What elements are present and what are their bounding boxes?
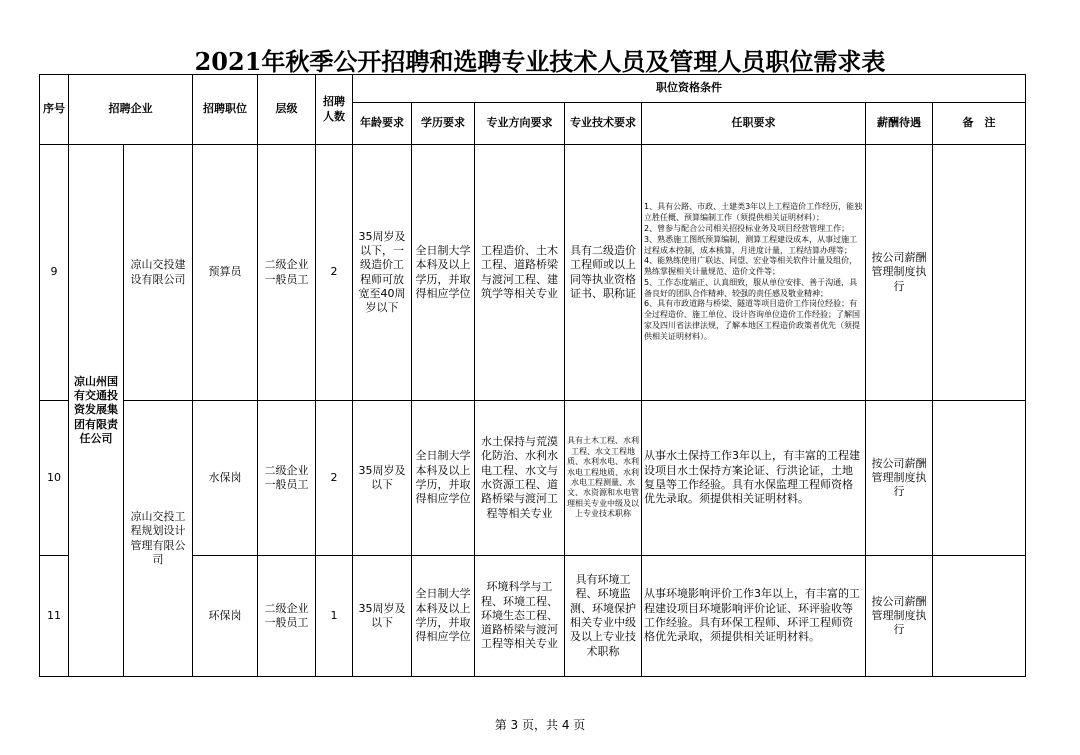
row-remark [933,145,1026,401]
header-qualifications: 职位资格条件 [353,75,1026,103]
row-major: 工程造价、土木工程、道路桥梁与渡河工程、建筑学等相关专业 [475,145,565,401]
header-level: 层级 [258,75,316,145]
row-duty: 从事水土保持工作3年以上，有丰富的工程建设项目水土保持方案论证、行洪论证，土地复垦等工作经验。具有水保监理工程师资格优先录取。须提供相关证明材料。 [642,401,866,556]
row-age: 35周岁及以下 [353,556,412,677]
header-education: 学历要求 [412,103,475,145]
row-age: 35周岁及以下，一级造价工程师可放宽至40周岁以下 [353,145,412,401]
row-position: 环保岗 [193,556,258,677]
header-age: 年龄要求 [353,103,412,145]
row-remark [933,401,1026,556]
row-major: 环境科学与工程、环境工程、环境生态工程、道路桥梁与渡河工程等相关专业 [475,556,565,677]
row-salary: 按公司薪酬管理制度执行 [866,145,933,401]
row-sub-company: 凉山交投建设有限公司 [124,145,193,401]
row-level: 二级企业一般员工 [258,401,316,556]
header-row [40,75,1026,103]
row-remark [933,556,1026,677]
header-company: 招聘企业 [69,75,193,145]
row-tech: 具有土木工程、水利工程、水文工程地质、水利水电、水利水电工程地质、水利水电工程测量、水文、水资源和水电管理相关专业中级及以上专业技术职称 [565,401,642,556]
row-education: 全日制大学本科及以上学历，并取得相应学位 [412,401,475,556]
row-count: 2 [316,145,353,401]
header-duty: 任职要求 [642,103,866,145]
row-age: 35周岁及以下 [353,401,412,556]
page-title: 2021年秋季公开招聘和选聘专业技术人员及管理人员职位需求表 [194,47,886,76]
row-position: 水保岗 [193,401,258,556]
header-position: 招聘职位 [193,75,258,145]
row-seq: 11 [40,556,69,677]
header-salary: 薪酬待遇 [866,103,933,145]
header-seq: 序号 [40,75,69,145]
header-remark: 备 注 [933,103,1026,145]
job-requirements-table [39,74,1026,677]
row-position: 预算员 [193,145,258,401]
table-row [40,145,1026,401]
header-major: 专业方向要求 [475,103,565,145]
header-tech: 专业技术要求 [565,103,642,145]
row-tech: 具有环境工程、环境监测、环境保护相关专业中级及以上专业技术职称 [565,556,642,677]
row-salary: 按公司薪酬管理制度执行 [866,556,933,677]
row-level: 二级企业一般员工 [258,556,316,677]
row-seq: 10 [40,401,69,556]
row-duty: 1、具有公路、市政、土建类3年以上工程造价工作经历，能独立胜任概、预算编制工作（须提供相关证明材料）； 2、曾参与配合公司相关招投标业务及项目经营管理工作； 3、熟悉施工图纸预算编制，测算工程建设成本，从事过施工过程成本控制，成本核算，月进度计量，工程结算办理等； 4、能熟练使用广联达、同望、宏业等相关软件计量及组价，熟练掌握相关计量规范、造价文件等； 5、工作态度端正、认真细致，服从单位安排、善于沟通，具备良好的团队合作精神、较强的责任感及敬业精神； 6、具有市政道路与桥梁、隧道等项目造价工作岗位经验；有全过程造价、施工单位、设计咨询单位造价工作经验；了解国家及四川省法律法规，了解本地区工程造价政策者优先（须提供相关证明材料）。 [642,145,866,401]
row-duty: 从事环境影响评价工作3年以上，有丰富的工程建设项目环境影响评价论证、环评验收等工作经验。具有环保工程师、环评工程师资格优先录取，须提供相关证明材料。 [642,556,866,677]
row-tech: 具有二级造价工程师或以上同等执业资格证书、职称证 [565,145,642,401]
row-count: 2 [316,401,353,556]
row-seq: 9 [40,145,69,401]
row-level: 二级企业一般员工 [258,145,316,401]
table-row [40,401,1026,556]
row-education: 全日制大学本科及以上学历，并取得相应学位 [412,145,475,401]
row-education: 全日制大学本科及以上学历，并取得相应学位 [412,556,475,677]
row-sub-company: 凉山交投工程规划设计管理有限公司 [124,401,193,677]
page-footer: 第 3 页，共 4 页 [494,718,586,732]
row-count: 1 [316,556,353,677]
row-major: 水土保持与荒漠化防治、水利水电工程、水文与水资源工程、道路桥梁与渡河工程等相关专业 [475,401,565,556]
row-salary: 按公司薪酬管理制度执行 [866,401,933,556]
header-count: 招聘人数 [316,75,353,145]
group-company: 凉山州国有交通投资发展集团有限责任公司 [69,145,124,677]
